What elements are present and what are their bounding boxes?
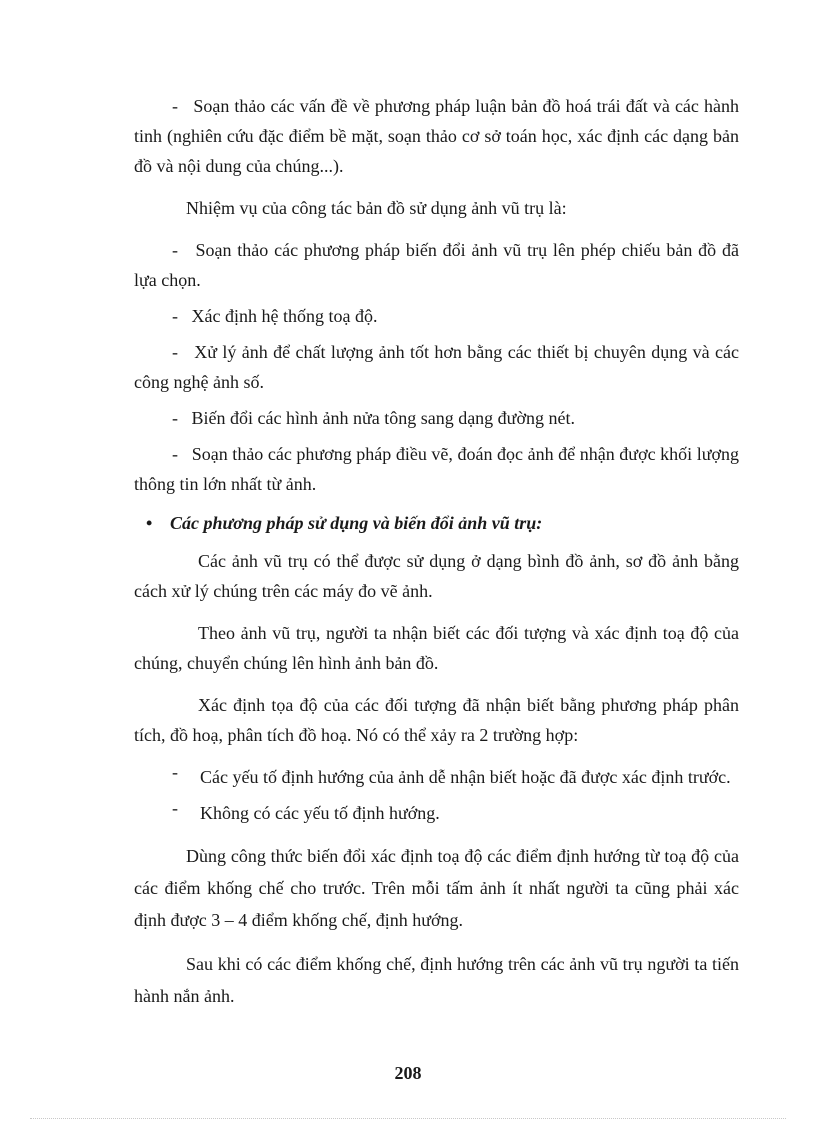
paragraph-text: Biến đổi các hình ảnh nửa tông sang dạng đường nét.: [191, 408, 575, 428]
dash-item: [134, 91, 739, 181]
dash-marker: -: [172, 342, 178, 362]
paragraph: Theo ảnh vũ trụ, người ta nhận biết các đối tượng và xác định toạ độ của chúng, chuyển chúng lên hình ảnh bản đồ.: [134, 623, 739, 673]
page-bottom-divider: [30, 1118, 786, 1119]
paragraph-text: Các yếu tố định hướng của ảnh dễ nhận biết hoặc đã được xác định trước.: [200, 767, 731, 787]
dash-item: [134, 301, 739, 331]
paragraph: Nhiệm vụ của công tác bản đồ sử dụng ảnh vũ trụ là:: [186, 198, 567, 218]
dash-item: [134, 798, 739, 828]
section-heading: [134, 513, 739, 534]
paragraph: Dùng công thức biến đổi xác định toạ độ các điểm định hướng từ toạ độ của các điểm khống chế cho trước. Trên mỗi tấm ảnh ít nhất người ta cũng phải xác định được 3 – 4 điểm khống chế, định hướng.: [134, 846, 739, 930]
dash-marker: -: [172, 306, 178, 326]
page-number: 208: [394, 1063, 422, 1083]
paragraph: Sau khi có các điểm khống chế, định hướng trên các ảnh vũ trụ người ta tiến hành nắn ảnh.: [134, 954, 739, 1006]
dash-item: [134, 403, 739, 433]
page-body: [134, 91, 739, 1012]
paragraph: Các ảnh vũ trụ có thể được sử dụng ở dạng bình đồ ảnh, sơ đồ ảnh bằng cách xử lý chúng trên các máy đo vẽ ảnh.: [134, 551, 739, 601]
paragraph-text: Soạn thảo các phương pháp điều vẽ, đoán đọc ảnh để nhận được khối lượng thông tin lớn nhất từ ảnh.: [134, 444, 740, 494]
dash-marker: -: [172, 798, 178, 818]
dash-marker: -: [172, 96, 178, 116]
paragraph-text: Xác định hệ thống toạ độ.: [191, 306, 378, 326]
dash-marker: -: [172, 762, 178, 782]
bullet-marker: •: [146, 513, 153, 533]
dash-item: [134, 337, 739, 397]
dash-marker: -: [172, 408, 178, 428]
paragraph: Xác định tọa độ của các đối tượng đã nhận biết bằng phương pháp phân tích, đồ hoạ, phân tích đồ hoạ. Nó có thể xảy ra 2 trường hợp:: [134, 695, 739, 745]
dash-item: [134, 762, 739, 792]
paragraph-text: Xử lý ảnh để chất lượng ảnh tốt hơn bằng các thiết bị chuyên dụng và các công nghệ ảnh số.: [134, 342, 739, 392]
paragraph-text: Không có các yếu tố định hướng.: [200, 803, 440, 823]
paragraph-text: Soạn thảo các phương pháp biến đổi ảnh vũ trụ lên phép chiếu bản đồ đã lựa chọn.: [134, 240, 740, 290]
dash-marker: -: [172, 240, 178, 260]
dash-item: [134, 235, 739, 295]
paragraph-text: Soạn thảo các vấn đề về phương pháp luận bản đồ hoá trái đất và các hành tinh (nghiên cứu đặc điểm bề mặt, soạn thảo cơ sở toán học, xác định các dạng bản đồ và nội dung của chúng...).: [134, 96, 739, 176]
dash-marker: -: [172, 444, 178, 464]
dash-item: [134, 439, 739, 499]
section-heading-text: Các phương pháp sử dụng và biến đổi ảnh vũ trụ:: [170, 513, 543, 533]
